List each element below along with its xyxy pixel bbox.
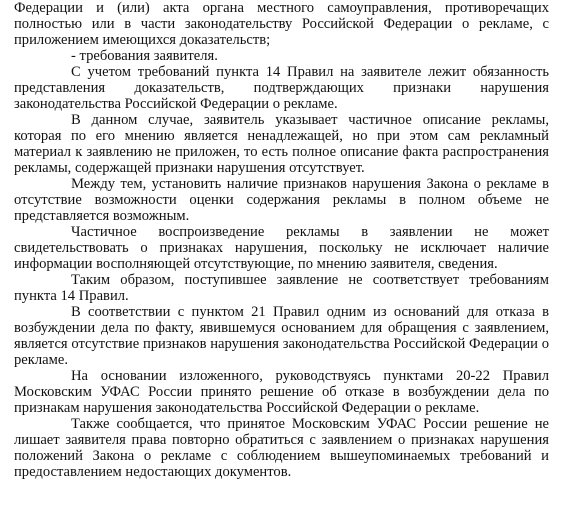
paragraph-refusal-grounds: В соответствии с пунктом 21 Правил одним из оснований для отказа в возбуждении дела по факту, явившемуся основанием для обращения с заявлением, является отсутствие признаков нарушения законодательства Российской Федерации о рекламе. <box>14 304 549 368</box>
document-body <box>14 0 549 480</box>
paragraph-evidence-duty: С учетом требований пункта 14 Правил на заявителе лежит обязанность представления доказательств, подтверждающих признаки нарушения законодательства Российской Федерации о рекламе. <box>14 64 549 112</box>
paragraph-impossibility: Между тем, установить наличие признаков нарушения Закона о рекламе в отсутствие возможности оценки содержания рекламы в полном объеме не представляется возможным. <box>14 176 549 224</box>
paragraph-continuation: Федерации и (или) акта органа местного самоуправления, противоречащих полностью или в части законодательству Российской Федерации о рекламе, с приложением имеющихся доказательств; <box>14 0 549 48</box>
paragraph-decision: На основании изложенного, руководствуясь пунктами 20-22 Правил Московским УФАС России принято решение об отказе в возбуждении дела по признакам нарушения законодательства Российской Федерации о рекламе. <box>14 368 549 416</box>
list-item-requirements: - требования заявителя. <box>71 48 218 64</box>
paragraph-partial-reproduction: Частичное воспроизведение рекламы в заявлении не может свидетельствовать о признаках нарушения, поскольку не исключает наличие информации восполняющей отсутствующие, по мнению заявителя, сведения. <box>14 224 549 272</box>
paragraph-reapply: Также сообщается, что принятое Московским УФАС России решение не лишает заявителя права повторно обратиться с заявлением о признаках нарушения положений Закона о рекламе с соблюдением вышеупоминаемых требований и предоставлением недостающих документов. <box>14 416 549 480</box>
paragraph-nonconformity: Таким образом, поступившее заявление не соответствует требованиям пункта 14 Правил. <box>14 272 549 304</box>
paragraph-partial-description: В данном случае, заявитель указывает частичное описание рекламы, которая по его мнению является ненадлежащей, но при этом сам рекламный материал к заявлению не приложен, то есть полное описание факта распространения рекламы, содержащей признаки нарушения отсутствует. <box>14 112 549 176</box>
